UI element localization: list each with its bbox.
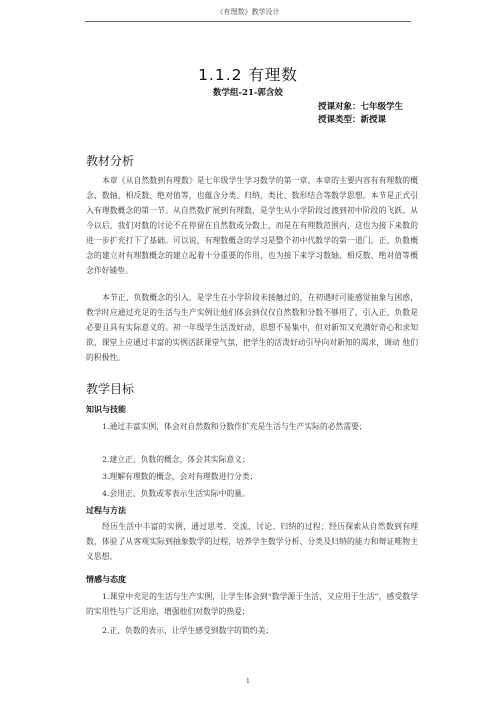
- knowledge-item: 4.会用正、负数或零表示生活实际中的量。: [102, 489, 250, 498]
- emotion-item: 1.课堂中充足的生活与生产实例，让学生体会到“数学源于生活，又应用于生活”，感受数学的实用性与广泛用途，增强他们对数学的热爱；: [86, 592, 418, 616]
- knowledge-item: 1.通过丰富实例，体会对自然数和分数作扩充是生活与生产实际的必然需要；: [102, 422, 367, 431]
- process-paragraph: 经历生活中丰富的实例，通过思考、交流、讨论、归纳的过程；经历探索从自然数到有理数，体验了从客观实际到抽象数学的过程，培养学生数学分析、分类及归纳的能力和辩证唯物主义思想。: [86, 522, 418, 561]
- audience-line: 授课对象：七年级学生: [318, 102, 404, 112]
- running-header: 《有理数》教学设计: [85, 7, 411, 22]
- knowledge-item: 2.建立正、负数的概念，体会其实际意义；: [102, 455, 250, 464]
- process-heading: 过程与方法: [86, 506, 126, 515]
- emotion-heading: 情感与态度: [86, 575, 126, 584]
- lesson-type-line: 授课类型：新授课: [318, 115, 387, 125]
- author-line: 数学组-21-郭含姣: [213, 88, 283, 98]
- knowledge-heading: 知识与技能: [86, 405, 126, 414]
- page-number: 1: [245, 677, 251, 685]
- emotion-item: 2.正、负数的表示，让学生感受到数字的简约美；: [102, 626, 274, 635]
- goals-heading: 教学目标: [86, 382, 135, 396]
- page-title: 1.1.2 有理数: [198, 66, 298, 84]
- knowledge-item: 3.理解有理数的概念，会对有理数进行分类；: [102, 472, 258, 481]
- analysis-paragraph-2: 本节正、负数概念的引入，是学生在小学阶段未接触过的，在初遇时可能感觉抽象与困惑，教学时应通过充足的生活与生产实例让他们体会到仅仅自然数和分数不够用了，引入正、负数是必要且具有实际意义的。初一年级学生活泼好动，思想不易集中，但对新知又充满好奇心和求知欲，课堂上应通过丰富的实例活跃课堂气氛，把学生的活泼好动引导向对新知的渴求，调动 他们的积极性。: [86, 293, 418, 362]
- analysis-heading: 教材分析: [86, 154, 135, 168]
- analysis-paragraph-1: 本章《从自然数到有理数》是七年级学生学习数学的第一章。本章的主要内容有有理数的概念、数轴、相反数、绝对值等，也蕴含分类、归纳、类比、数形结合等数学思想。本节是正式引入有理数概念的第一节。从自然数扩展到有理数，是学生从小学阶段过渡到初中阶段的飞跃。从今以后，我们对数的讨论不在停留在自然数或分数上，而是在有理数范围内，这也为接下来数的进一步扩充打下了基础。可以说，有理数概念的学习是整个初中代数学的第一道门。正、负数概念的建立对有理数概念的建立起着十分重要的作用，也为接下来学习数轴、相反数、绝对值等概念作好铺垫。: [86, 176, 418, 275]
